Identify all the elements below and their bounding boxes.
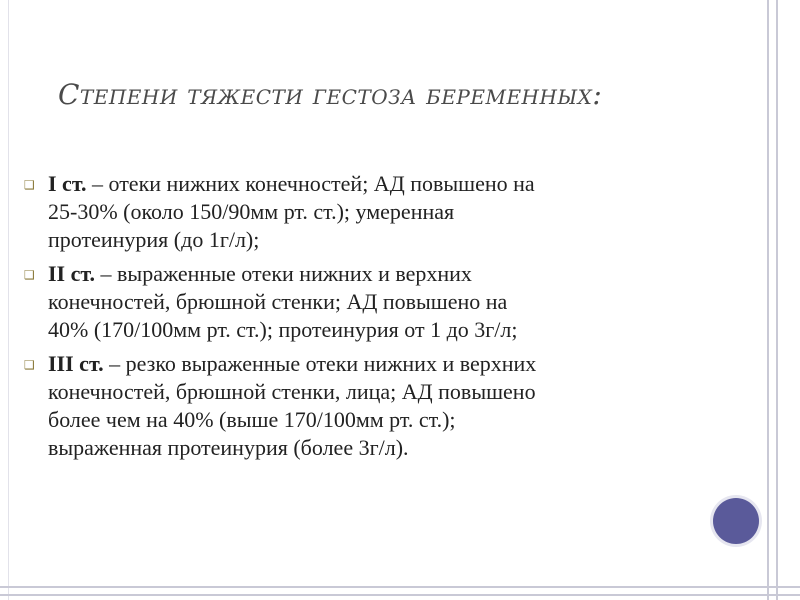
list-item-line: выраженная протеинурия (более 3г/л). [48, 435, 409, 460]
list-item-text: – отеки нижних конечностей; АД повышено на [86, 171, 535, 196]
list-item-stage-2 [24, 260, 754, 344]
stage-label: III ст. [48, 351, 104, 376]
bullet-list [24, 170, 754, 468]
bullet-icon: ❑ [24, 358, 35, 372]
frame-right-line-inner [767, 0, 769, 600]
frame-left-line [8, 0, 9, 600]
bullet-icon: ❑ [24, 178, 35, 192]
list-item-line: конечностей, брюшной стенки, лица; АД повышено [48, 379, 536, 404]
list-item-line [48, 350, 754, 378]
list-item-stage-1 [24, 170, 754, 254]
list-item-line [48, 170, 754, 198]
list-item-line: 25-30% (около 150/90мм рт. ст.); умеренная [48, 199, 455, 224]
decorative-circle [713, 498, 759, 544]
list-item-line: протеинурия (до 1г/л); [48, 227, 260, 252]
frame-bottom-line-outer [0, 594, 800, 596]
stage-label: I ст. [48, 171, 87, 196]
frame-bottom-line-inner [0, 586, 800, 588]
list-item-line: конечностей, брюшной стенки; АД повышено на [48, 289, 508, 314]
list-item-line: более чем на 40% (выше 170/100мм рт. ст.); [48, 407, 456, 432]
frame-right-line-outer [776, 0, 778, 600]
bullet-icon: ❑ [24, 268, 35, 282]
slide-title: Степени тяжести гестоза беременных: [58, 78, 603, 111]
stage-label: II ст. [48, 261, 96, 286]
list-item-stage-3 [24, 350, 754, 462]
list-item-text: – выраженные отеки нижних и верхних [95, 261, 472, 286]
list-item-line [48, 260, 754, 288]
list-item-text: – резко выраженные отеки нижних и верхних [103, 351, 537, 376]
list-item-line: 40% (170/100мм рт. ст.); протеинурия от 1 до 3г/л; [48, 317, 518, 342]
